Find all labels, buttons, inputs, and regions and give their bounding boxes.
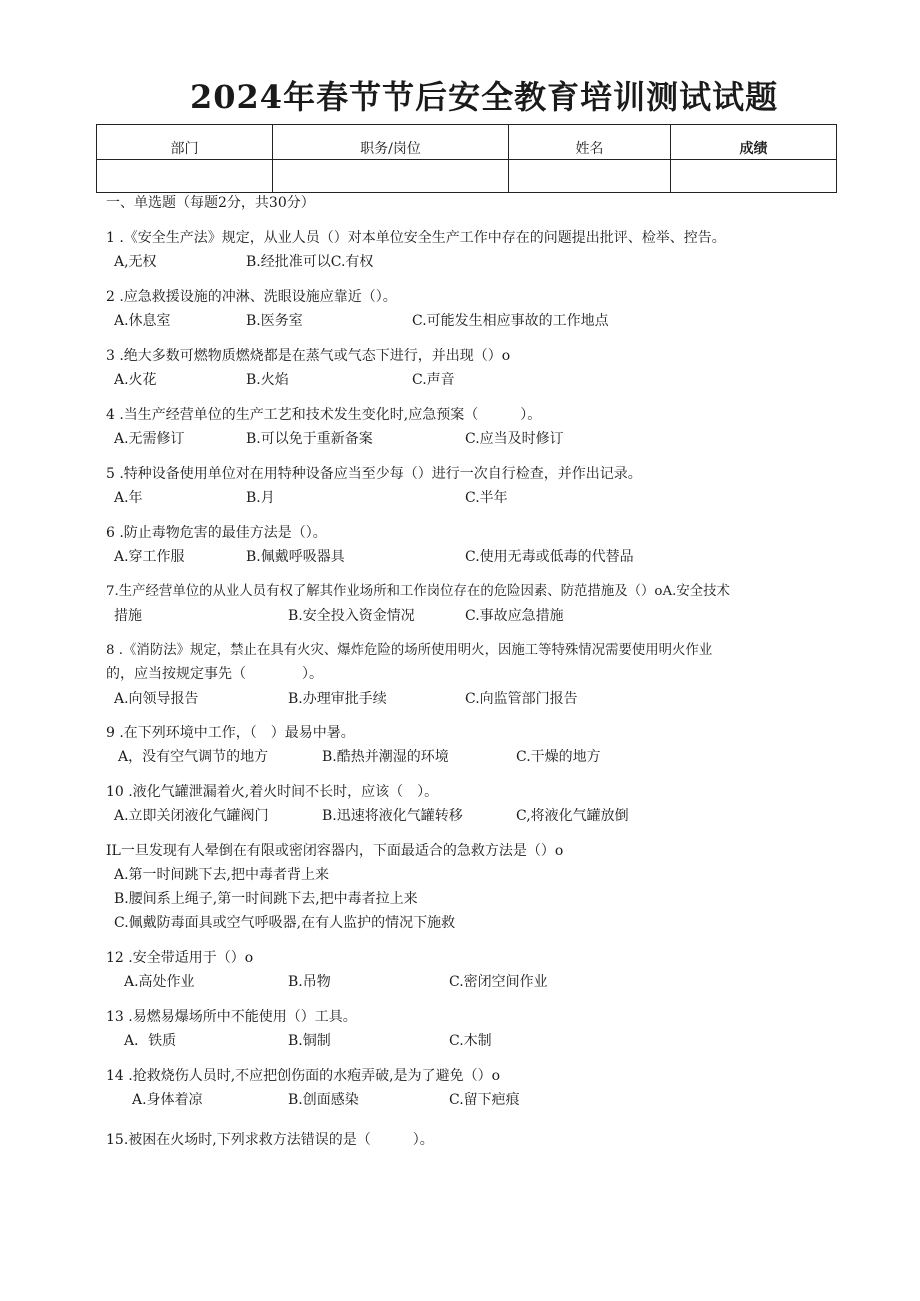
question-7-continued: 措施 [114, 608, 142, 624]
dept-field[interactable] [97, 160, 273, 193]
exam-title: 2024年春节节后安全教育培训测试试题 [190, 78, 779, 116]
option-14b: B.创面感染 [288, 1092, 359, 1108]
option-12b: B.吊物 [288, 974, 331, 990]
option-2a: A.休息室 [114, 313, 171, 329]
option-14a: A.身体着凉 [132, 1092, 203, 1108]
question-1: 1 .《安全生产法》规定，从业人员（）对本单位安全生产工作中存在的问题提出批评、检举、控告。 [106, 230, 726, 246]
position-field[interactable] [273, 160, 509, 193]
question-7: 7.生产经营单位的从业人员有权了解其作业场所和工作岗位存在的危险因素、防范措施及（）oA.安全技术 [106, 584, 730, 599]
option-11c: C.佩戴防毒面具或空气呼吸器,在有人监护的情况下施救 [114, 915, 456, 931]
name-field[interactable] [509, 160, 671, 193]
question-8: 8 .《消防法》规定，禁止在具有火灾、爆炸危险的场所使用明火，因施工等特殊情况需要使用明火作业 [106, 643, 713, 658]
info-table-header-row [97, 125, 837, 160]
question-14: 14 .抢救烧伤人员时,不应把创伤面的水疱弄破,是为了避免（）o [106, 1068, 501, 1084]
question-15: 15.被困在火场时,下列求救方法错误的是（ ）。 [106, 1132, 434, 1148]
option-7b: B.安全投入资金情况 [288, 608, 415, 624]
option-14c: C.留下疤痕 [449, 1092, 520, 1108]
option-9a: A，没有空气调节的地方 [118, 749, 269, 765]
question-9: 9 .在下列环境中工作，（ ）最易中暑。 [106, 725, 355, 741]
option-9b: B.酷热并潮湿的环境 [322, 749, 449, 765]
option-8b: B.办理审批手续 [288, 691, 387, 707]
option-4a: A.无需修订 [114, 431, 185, 447]
option-3a: A.火花 [114, 372, 157, 388]
option-5a: A.年 [114, 490, 143, 506]
score-header: 成绩 [671, 125, 837, 160]
name-header: 姓名 [509, 125, 671, 160]
question-10: 10 .液化气罐泄漏着火,着火时间不长时，应该（ ）。 [106, 784, 439, 800]
option-9c: C.干燥的地方 [516, 749, 601, 765]
question-8-continued: 的，应当按规定事先（ ）。 [106, 666, 323, 682]
option-10b: B.迅速将液化气罐转移 [322, 808, 463, 824]
option-5b: B.月 [246, 490, 275, 506]
option-1a: A,无权 [114, 254, 157, 270]
option-12c: C.密闭空间作业 [449, 974, 548, 990]
position-header: 职务/岗位 [273, 125, 509, 160]
question-12: 12 .安全带适用于（）o [106, 950, 254, 966]
option-7c: C.事故应急措施 [465, 608, 564, 624]
info-table [96, 124, 837, 193]
option-4b: B.可以免于重新备案 [246, 431, 373, 447]
option-3c: C.声音 [412, 372, 455, 388]
question-5: 5 .特种设备使用单位对在用特种设备应当至少每（）进行一次自行检查，并作出记录。 [106, 466, 642, 482]
dept-header: 部门 [97, 125, 273, 160]
option-12a: A.高处作业 [124, 974, 195, 990]
option-11b: B.腰间系上绳子,第一时间跳下去,把中毒者拉上来 [114, 891, 418, 907]
option-6b: B.佩戴呼吸器具 [246, 549, 345, 565]
option-8a: A.向领导报告 [114, 691, 199, 707]
option-6c: C.使用无毒或低毒的代替品 [465, 549, 634, 565]
question-3: 3 .绝大多数可燃物质燃烧都是在蒸气或气态下进行，并出现（）o [106, 348, 511, 364]
option-2b: B.医务室 [246, 313, 303, 329]
option-10c: C,将液化气罐放倒 [516, 808, 629, 824]
option-4c: C.应当及时修订 [465, 431, 564, 447]
score-field[interactable] [671, 160, 837, 193]
option-1b: B.经批准可以C.有权 [246, 254, 374, 270]
option-11a: A.第一时间跳下去,把中毒者背上来 [114, 867, 330, 883]
question-13: 13 .易燃易爆场所中不能使用（）工具。 [106, 1009, 357, 1025]
info-table-value-row [97, 160, 837, 193]
question-4: 4 .当生产经营单位的生产工艺和技术发生变化时,应急预案（ ）。 [106, 407, 542, 423]
option-8c: C.向监管部门报告 [465, 691, 578, 707]
option-2c: C.可能发生相应事故的工作地点 [412, 313, 609, 329]
question-11: IL一旦发现有人晕倒在有限或密闭容器内，下面最适合的急救方法是（）o [106, 843, 564, 859]
option-6a: A.穿工作服 [114, 549, 185, 565]
question-6: 6 .防止毒物危害的最佳方法是（）。 [106, 525, 327, 541]
option-10a: A.立即关闭液化气罐阀门 [114, 808, 269, 824]
section-title: 一、单选题（每题2分，共30分） [106, 195, 315, 211]
option-13a: A．铁质 [124, 1033, 177, 1049]
option-13c: C.木制 [449, 1033, 492, 1049]
option-5c: C.半年 [465, 490, 508, 506]
option-13b: B.铜制 [288, 1033, 331, 1049]
option-3b: B.火焰 [246, 372, 289, 388]
question-2: 2 .应急救援设施的冲淋、洗眼设施应靠近（）。 [106, 289, 397, 305]
